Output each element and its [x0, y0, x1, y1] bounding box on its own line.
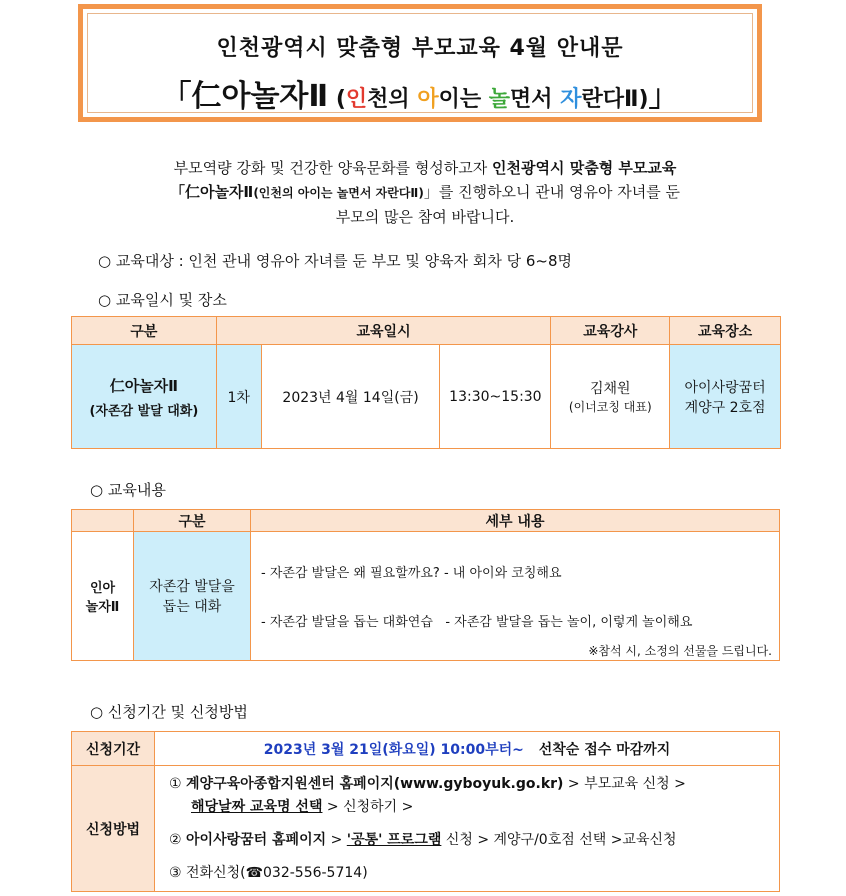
content-program-cell — [72, 532, 134, 661]
title-close-bracket: 」 — [648, 79, 679, 114]
content-program-line-1: 인아 — [89, 581, 116, 596]
title-open-bracket: 「 — [161, 79, 192, 114]
session-cell: 1차 — [216, 345, 261, 449]
title-in-rest: 천의 — [367, 87, 418, 112]
program-title — [83, 71, 757, 115]
intro-line-1 — [70, 156, 780, 180]
apply-heading: ○ 신청기간 및 신청방법 — [90, 703, 248, 721]
instructor-cell — [551, 345, 670, 449]
method-1-rest: > 부모교육 신청 > — [563, 775, 686, 792]
header-instructor: 교육강사 — [551, 317, 670, 345]
method-2-rest: 신청 > 계양구/0호점 선택 >교육신청 — [441, 831, 677, 848]
doc-title: 인천광역시 맞춤형 부모교육 4월 안내문 — [216, 36, 624, 61]
method-2 — [169, 829, 779, 852]
method-3 — [169, 862, 779, 885]
header-place: 교육장소 — [670, 317, 781, 345]
title-in: 인 — [345, 87, 368, 112]
title-nol-rest: 면서 — [510, 87, 561, 112]
gift-note: ※참석 시, 소정의 선물을 드립니다. — [588, 644, 772, 658]
intro-line-2 — [70, 180, 780, 205]
method-1-site: 계양구육아종합지원센터 홈페이지(www.gyboyuk.go.kr) — [186, 775, 564, 792]
target-line: ○ 교육대상 : 인천 관내 영유아 자녀를 둔 부모 및 양육자 회차 당 6~8명 — [98, 252, 573, 270]
place-cell — [670, 345, 781, 449]
program-sub: (자존감 발달 대화) — [89, 403, 199, 419]
period-tail: 선착순 접수 마감까지 — [538, 741, 671, 758]
method-2-site: 아이사랑꿈터 홈페이지 — [186, 831, 327, 848]
method-1-apply: > 신청하기 > — [322, 798, 414, 815]
intro-text: 부모역량 강화 및 건강한 양육문화를 형성하고자 — [173, 159, 493, 177]
content-header-category: 구분 — [134, 510, 251, 532]
title-paren-open: ( — [328, 87, 346, 112]
header-category: 구분 — [72, 317, 217, 345]
title-a-rest: 이는 — [438, 87, 489, 112]
method-3-phone: 전화신청(☎032-556-5714) — [186, 864, 368, 881]
place-line-2: 계양구 2호점 — [684, 399, 766, 416]
method-1-line-2 — [169, 796, 779, 819]
intro-brand: 「仁아놀자Ⅱ — [169, 183, 254, 201]
period-value-cell — [155, 732, 780, 766]
method-label: 신청방법 — [72, 766, 155, 892]
content-heading: ○ 교육내용 — [90, 481, 166, 499]
program-cell — [72, 345, 217, 449]
content-detail-line-1: - 자존감 발달은 왜 필요할까요? - 내 아이와 코칭해요 — [261, 566, 562, 581]
instructor-role: (이너코칭 대표) — [568, 400, 652, 414]
method-2-mid: > — [326, 831, 347, 848]
period-label: 신청기간 — [72, 732, 155, 766]
program-name: 仁아놀자Ⅱ — [109, 376, 179, 395]
method-1-select: 해당날짜 교육명 선택 — [191, 798, 323, 815]
title-ja: 자 — [560, 87, 582, 112]
intro-line-3: 부모의 많은 참여 바랍니다. — [335, 208, 515, 226]
content-topic-cell — [134, 532, 251, 661]
intro-text: 」를 진행하오니 관내 영유아 자녀를 둔 — [423, 183, 681, 201]
method-1-num: ① — [169, 775, 182, 792]
method-2-program: '공통' 프로그램 — [346, 831, 442, 848]
content-topic-line-2: 돕는 대화 — [162, 599, 222, 615]
date-cell: 2023년 4월 14일(금) — [261, 345, 440, 449]
intro-paragraph — [70, 156, 780, 229]
title-brand: 仁아놀자Ⅱ — [191, 79, 329, 114]
method-cell — [155, 766, 780, 892]
method-1 — [169, 773, 779, 796]
schedule-table — [71, 316, 781, 449]
intro-brand-sub: (인천의 아이는 놀면서 자란다Ⅱ) — [253, 186, 424, 200]
content-header-blank — [72, 510, 134, 532]
content-topic-line-1: 자존감 발달을 — [149, 579, 235, 595]
method-3-num: ③ — [169, 864, 182, 881]
time-cell: 13:30~15:30 — [440, 345, 551, 449]
title-box — [78, 4, 762, 122]
schedule-heading: ○ 교육일시 및 장소 — [98, 291, 227, 309]
content-detail-line-2: - 자존감 발달을 돕는 대화연습 - 자존감 발달을 돕는 놀이, 이렇게 놀이해요 — [261, 615, 693, 630]
title-a: 아 — [417, 87, 439, 112]
header-datetime: 교육일시 — [216, 317, 551, 345]
apply-table — [71, 731, 780, 892]
method-2-num: ② — [169, 831, 182, 848]
content-table — [71, 509, 780, 661]
content-header-detail: 세부 내용 — [251, 510, 780, 532]
content-program-line-2: 놀자Ⅱ — [85, 600, 120, 615]
instructor-name: 김채원 — [589, 381, 631, 397]
place-line-1: 아이사랑꿈터 — [684, 379, 766, 396]
title-nol: 놀 — [488, 87, 511, 112]
title-ja-rest: 란다Ⅱ) — [581, 87, 649, 112]
intro-bold: 인천광역시 맞춤형 부모교육 — [492, 159, 677, 177]
period-value: 2023년 3월 21일(화요일) 10:00부터~ — [263, 741, 524, 758]
